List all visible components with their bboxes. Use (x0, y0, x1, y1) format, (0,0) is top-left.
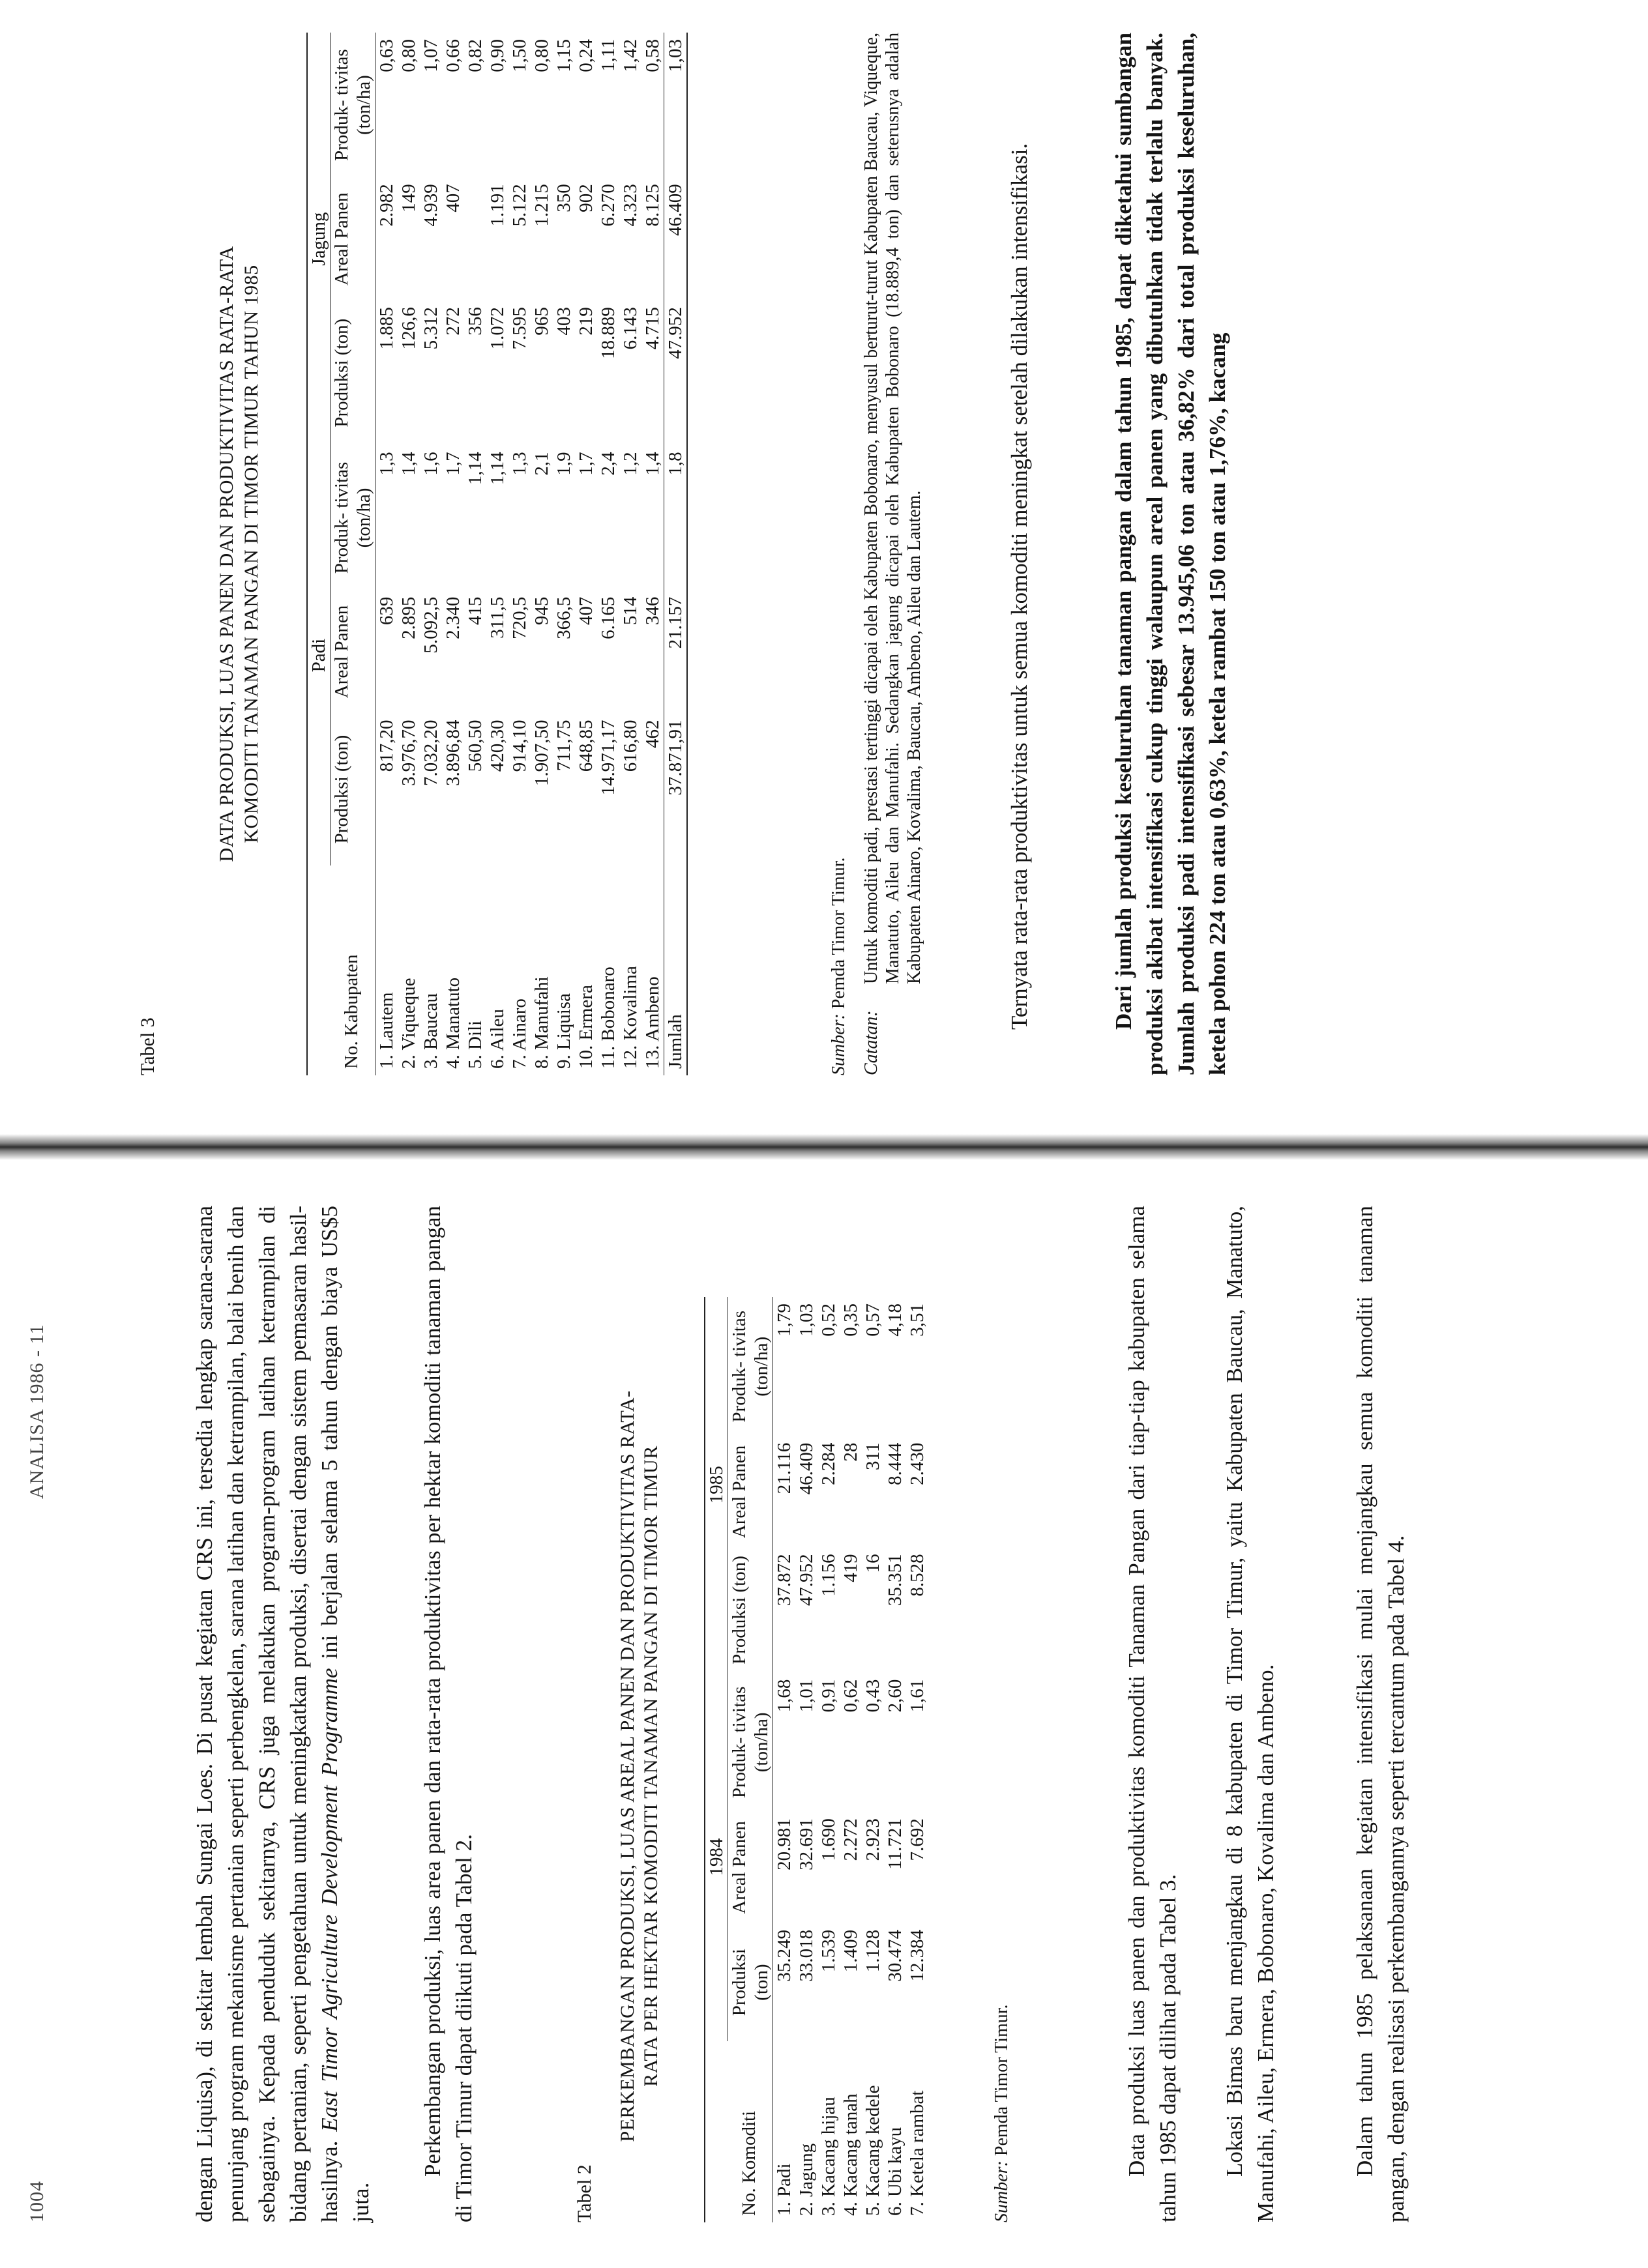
table2-cell: 0,91 (818, 1679, 839, 1713)
table2-cell: 1,03 (796, 1303, 817, 1337)
table2-cell: 0,62 (840, 1679, 861, 1713)
table2-cell: 35.249 (774, 1929, 795, 1982)
table2-cell: 16 (862, 1554, 883, 1573)
table2-cell: 5. Kacang kedele (862, 2085, 883, 2216)
table3-cell: 8. Manufahi (531, 976, 552, 1069)
table3-cell: 9. Liquisa (553, 993, 574, 1069)
table2-cell: 0,35 (840, 1303, 861, 1337)
table3-cell: 311,5 (487, 596, 508, 639)
table3-cell: 403 (553, 307, 574, 336)
table3-cell: 0,63 (376, 39, 397, 72)
table3-cell: 149 (398, 184, 419, 212)
program-name: East Timor Agriculture Development Programme (317, 1668, 342, 2132)
table3-cell: 18.889 (598, 307, 619, 359)
table3-total-cell: 47.952 (665, 307, 686, 359)
left-paragraph-2: Perkembangan produksi, luas area panen dan rata-rata produktivitas per hektar komoditi tanaman pangan di Timor Timur dapat diikuti pada Tabel 2. (420, 1206, 477, 2222)
table2-cell: 21.116 (774, 1442, 795, 1494)
table3-cell: 6.165 (598, 596, 619, 639)
table3-note-text: Untuk komoditi padi, prestasi tertinggi dicapai oleh Kabupaten Bobonaro, menyusul berturut-turut Kabupaten Baucau, Viqueque, Manatuto, Aileu dan Manufahi. Sedangkan jagung dicapai oleh Kabupaten Bobonaro (18.889,4 ton) dan seterusnya adalah Kabupaten Ainaro, Kovalima, Baucau, Ambeno, Aileu dan Lautem. (861, 33, 924, 984)
table3-group-padi: Padi (307, 445, 331, 865)
table2-cell: 47.952 (796, 1554, 817, 1606)
table3-cell: 2.340 (443, 596, 464, 639)
table3-cell: 1,50 (509, 39, 530, 72)
table3-label: Tabel 3 (137, 1017, 158, 1075)
table3-cell: 817,20 (376, 720, 397, 772)
table3-cell: 1. Lautem (376, 992, 397, 1069)
table3-cell: 1.215 (531, 184, 552, 227)
right-paragraph-2: Dari jumlah produksi keseluruhan tanaman pangan dalam tahun 1985, dapat diketahui sumbangan produksi akibat intensifikasi cukup tinggi walaupun areal panen yang dibutuhkan tidak terlalu banyak. Jumlah produksi padi intensifikasi sebesar 13.945,06 ton atau 36,82% dari total produksi keseluruhan, ketela pohon 224 ton atau 0,63%, ketela rambat 150 ton atau 1,76%, kacang (1111, 33, 1230, 1075)
table3-cell: 7. Ainaro (509, 998, 530, 1069)
table3-cell: 1,11 (598, 39, 619, 72)
table3-cell: 7.595 (509, 307, 530, 350)
table3-cell: 945 (531, 596, 552, 626)
table3-cell: 4.939 (420, 184, 441, 227)
table3-row (531, 33, 553, 1075)
table3-row (619, 33, 641, 1075)
left-paragraph-1 (189, 1206, 377, 2222)
table3-cell: 1.885 (376, 307, 397, 350)
table2-cell: 1,68 (774, 1679, 795, 1713)
table3-cell: 711,75 (553, 720, 574, 772)
table3-col-no: No. Kabupaten (341, 954, 362, 1069)
table3-row (486, 33, 508, 1075)
table2-cell: 1,01 (796, 1679, 817, 1713)
table3-cell: 4.715 (642, 307, 663, 350)
table3-total-cell: 1,8 (665, 452, 686, 476)
table2-cell: 419 (840, 1554, 861, 1582)
table3-cell: 5.092,5 (420, 596, 441, 654)
table2-cell: 2,60 (885, 1679, 905, 1713)
table2-cell: 2.923 (862, 1818, 883, 1861)
table3-cell: 3. Baucau (420, 993, 441, 1069)
table3-cell: 10. Ermera (576, 985, 596, 1069)
table3-group-jagung: Jagung (307, 33, 331, 445)
table3-cell: 514 (620, 596, 641, 626)
table3-cell: 350 (553, 184, 574, 212)
table3-cell: 1,9 (553, 452, 574, 476)
table2-cell: 7. Ketela rambat (907, 2090, 928, 2216)
table3-cell: 1.191 (487, 184, 508, 227)
table3-cell: 0,24 (576, 39, 596, 72)
table3-cell: 720,5 (509, 596, 530, 639)
table2-cell: 37.872 (774, 1554, 795, 1606)
table3-note-label: Catatan: (861, 1010, 881, 1075)
table3-total-cell: 21.157 (665, 596, 686, 649)
table3-h-produktivitas-padi: Produk- tivitas (ton/ha) (331, 461, 374, 574)
table2-h-produksi-1985: Produksi (ton) (729, 1556, 750, 1665)
table3-cell: 8.125 (642, 184, 663, 227)
table2-cell: 2.430 (907, 1442, 928, 1485)
table2-cell: 6. Ubi kayu (885, 2127, 905, 2216)
table3-h-areal-padi: Areal Panen (331, 605, 352, 699)
table3-cell: 6. Aileu (487, 1009, 508, 1069)
table2-row (884, 1297, 906, 2222)
left-paragraph-4: Lokasi Bimas baru menjangkau di 8 kabupaten di Timor Timur, yaitu Kabupaten Baucau, Manatuto, Manufahi, Aileu, Ermera, Bobonaro, Kovalima dan Ambeno. (1222, 1206, 1278, 2222)
table3-cell: 12. Kovalima (620, 966, 641, 1069)
table3-cell: 272 (443, 307, 464, 336)
table3-cell: 1,4 (398, 452, 419, 476)
table2-cell: 1. Padi (774, 2163, 795, 2216)
table3-h-produksi-jagung: Produksi (ton) (331, 318, 352, 428)
table3-cell: 0,82 (465, 39, 486, 72)
table2-cell: 30.474 (885, 1929, 905, 1982)
table2-cell: 1.128 (862, 1929, 883, 1973)
table2-source-label: Sumber: (992, 2160, 1012, 2222)
table3-total-cell: 1,03 (665, 39, 686, 72)
table3-row (464, 33, 486, 1075)
table3-h-areal-jagung: Areal Panen (331, 192, 352, 285)
page-number: 1004 (26, 2181, 48, 2222)
left-paragraph-3: Data produksi luas panen dan produktivitas komoditi Tanaman Pangan dari tiap-tiap kabupaten selama tahun 1985 dapat dilihat pada Tabel 3. (1124, 1206, 1181, 2222)
table2-cell: 32.691 (796, 1818, 817, 1870)
table3-row (641, 33, 664, 1075)
table3-cell: 346 (642, 596, 663, 626)
table2-cell: 0,52 (818, 1303, 839, 1337)
table3-cell: 415 (465, 596, 486, 626)
table3-cell: 616,80 (620, 720, 641, 772)
table2-cell: 35.351 (885, 1554, 905, 1606)
table3-cell: 0,80 (398, 39, 419, 72)
table3-total-cell: Jumlah (665, 1014, 686, 1069)
table2-cell: 1.409 (840, 1929, 861, 1973)
table2-cell: 2. Jagung (796, 2143, 817, 2216)
table2-cell: 20.981 (774, 1818, 795, 1870)
table3-row (420, 33, 442, 1075)
table3-note (861, 33, 925, 1075)
table2-cell: 8.444 (885, 1442, 905, 1485)
table3-cell: 1,3 (376, 452, 397, 476)
table3-cell: 0,90 (487, 39, 508, 72)
table3-cell: 1,6 (420, 452, 441, 476)
left-paragraph-5: Dalam tahun 1985 pelaksanaan kegiatan intensifikasi mulai menjangkau semua komoditi tanaman pangan, dengan realisasi perkembangannya seperti tercantum pada Tabel 4. (1352, 1206, 1409, 2222)
table3-cell: 560,50 (465, 720, 486, 772)
table3-row (597, 33, 619, 1075)
table3-row (575, 33, 597, 1075)
right-paragraph-1: Ternyata rata-rata produktivitas untuk semua komoditi meningkat setelah dilakukan intensifikasi. (1007, 143, 1032, 1030)
table3-cell: 902 (576, 184, 596, 212)
table2-h-produktivitas-1984: Produk- tivitas (ton/ha) (729, 1686, 772, 1799)
table2-cell: 1.156 (818, 1554, 839, 1597)
running-header: ANALISA 1986 - 11 (26, 1324, 48, 1499)
table3-cell: 2.982 (376, 184, 397, 227)
table3-cell: 4. Manatuto (443, 977, 464, 1069)
table2-title: PERKEMBANGAN PRODUKSI, LUAS AREAL PANEN DAN PRODUKTIVITAS RATA-RATA PER HEKTAR KOMODITI TANAMAN PANGAN DI TIMOR TIMUR (617, 1390, 662, 2142)
table3-h-produksi-padi: Produksi (ton) (331, 734, 352, 844)
table3-cell: 5.312 (420, 307, 441, 350)
table2-cell: 2.272 (840, 1818, 861, 1861)
table2-row (840, 1297, 862, 2222)
table2-source-text: Pemda Timor Timur. (992, 2004, 1012, 2157)
table2-row (795, 1297, 817, 2222)
table2-cell: 0,43 (862, 1679, 883, 1713)
table3-cell: 1.072 (487, 307, 508, 350)
table2-cell: 12.384 (907, 1929, 928, 1982)
table2-cell: 1,61 (907, 1679, 928, 1713)
table3-cell: 126,6 (398, 307, 419, 350)
table2-row (817, 1297, 840, 2222)
book-gutter (0, 1134, 1648, 1160)
table3-cell: 1,07 (420, 39, 441, 72)
table3-cell: 0,66 (443, 39, 464, 72)
table3-cell: 14.971,17 (598, 720, 619, 796)
table2-cell: 311 (862, 1442, 883, 1471)
table3-cell: 2.895 (398, 596, 419, 639)
table2-cell: 7.692 (907, 1818, 928, 1861)
table3-cell: 2. Viqueque (398, 978, 419, 1069)
table2-cell: 1,79 (774, 1303, 795, 1337)
table3-total-row (664, 33, 688, 1075)
table3-source-label: Sumber: (829, 1013, 849, 1075)
table3-cell: 407 (576, 596, 596, 626)
table3 (306, 33, 688, 1075)
table3-cell: 648,85 (576, 720, 596, 772)
table3-cell: 3.976,70 (398, 720, 419, 786)
table2-h-produksi-1984: Produksi (ton) (729, 1949, 772, 2016)
table3-cell: 13. Ambeno (642, 976, 663, 1069)
table2 (704, 1297, 928, 2222)
table3-cell: 6.270 (598, 184, 619, 227)
table2-cell: 46.409 (796, 1442, 817, 1495)
table3-h-produktivitas-jagung: Produk- tivitas (ton/ha) (331, 49, 374, 161)
table3-cell: 1,15 (553, 39, 574, 72)
table3-cell: 1,4 (642, 452, 663, 476)
table2-h-areal-1985: Areal Panen (729, 1445, 750, 1539)
table2-cell: 4,18 (885, 1303, 905, 1337)
table3-cell: 2,1 (531, 452, 552, 476)
table3-cell: 1,14 (487, 452, 508, 486)
table2-cell: 3. Kacang hijau (818, 2097, 839, 2216)
table3-source-text: Pemda Timor Timur. (829, 857, 849, 1010)
table3-cell: 407 (443, 184, 464, 212)
table3-row (375, 33, 398, 1075)
table2-cell: 3,51 (907, 1303, 928, 1337)
table3-row (508, 33, 531, 1075)
table3-row (553, 33, 575, 1075)
table2-cell: 28 (840, 1442, 861, 1462)
table2-cell: 1.690 (818, 1818, 839, 1861)
table2-label: Tabel 2 (574, 2164, 595, 2222)
table2-row (862, 1297, 884, 2222)
table3-cell: 3.896,84 (443, 720, 464, 786)
table3-title-2: KOMODITI TANAMAN PANGAN DI TIMOR TIMUR TAHUN 1985 (241, 265, 262, 843)
table3-cell: 462 (642, 720, 663, 748)
table3-cell (464, 177, 486, 300)
table3-cell: 1,42 (620, 39, 641, 72)
table3-cell: 0,58 (642, 39, 663, 72)
table3-cell: 1,14 (465, 452, 486, 486)
table2-cell: 1.539 (818, 1929, 839, 1973)
table2-source (991, 2004, 1012, 2222)
table3-cell: 7.032,20 (420, 720, 441, 786)
table3-cell: 1.907,50 (531, 720, 552, 786)
table2-row (773, 1297, 796, 2222)
table3-title-1: DATA PRODUKSI, LUAS PANEN DAN PRODUKTIVITAS RATA-RATA (216, 246, 237, 862)
table2-col-no: No. Komoditi (739, 2110, 759, 2216)
table3-cell: 0,80 (531, 39, 552, 72)
table3-cell: 914,10 (509, 720, 530, 772)
table2-cell: 33.018 (796, 1929, 817, 1982)
table2-cell: 11.721 (885, 1818, 905, 1870)
table2-h-produktivitas-1985: Produk- tivitas (ton/ha) (729, 1311, 772, 1423)
left-paragraph-1-text: dengan Liquisa), di sekitar lembah Sungai Loes. Di pusat kegiatan CRS ini, tersedia lengkap sarana-sarana penunjang program mekanisme pertanian seperti perbengkelan, sarana latihan dan ketrampilan, balai benih dan sebagainya. Kepada penduduk sekitarnya, CRS juga melakukan program-program latihan ketrampilan di bidang pertanian, seperti pengetahuan untuk meningkatkan produksi, disertai dengan sistem pemasaran hasil-hasilnya. (192, 1206, 342, 2222)
table2-group-1984: 1984 (705, 1673, 728, 2042)
left-paragraph-1-end: ini berjalan selama 5 tahun dengan biaya US$5 juta. (317, 1205, 374, 2222)
table3-cell: 639 (376, 596, 397, 626)
table3-cell: 4.323 (620, 184, 641, 227)
table2-h-areal-1984: Areal Panen (729, 1821, 750, 1914)
table3-cell: 219 (576, 307, 596, 336)
table3-cell: 11. Bobonaro (598, 967, 619, 1069)
table3-cell: 1,7 (576, 452, 596, 476)
table3-total-cell: 37.871,91 (665, 720, 686, 796)
table2-cell: 0,57 (862, 1303, 883, 1337)
table2-cell: 2.284 (818, 1442, 839, 1485)
table3-cell: 356 (465, 307, 486, 336)
table3-cell: 1,3 (509, 452, 530, 476)
table3-source (828, 857, 849, 1075)
table3-cell: 965 (531, 307, 552, 336)
table2-row (906, 1297, 928, 2222)
table3-cell: 1,2 (620, 452, 641, 476)
table3-cell: 5.122 (509, 184, 530, 227)
table2-group-1985: 1985 (705, 1297, 728, 1673)
table3-total-cell: 46.409 (665, 184, 686, 237)
table3-row (442, 33, 464, 1075)
table3-row (398, 33, 420, 1075)
table3-cell: 420,30 (487, 720, 508, 772)
table2-cell: 8.528 (907, 1554, 928, 1597)
table3-cell: 366,5 (553, 596, 574, 639)
table2-cell: 4. Kacang tanah (840, 2093, 861, 2216)
table3-cell: 1,7 (443, 452, 464, 476)
table3-cell: 2,4 (598, 452, 619, 476)
table3-cell: 5. Dili (465, 1020, 486, 1069)
table3-cell: 6.143 (620, 307, 641, 350)
